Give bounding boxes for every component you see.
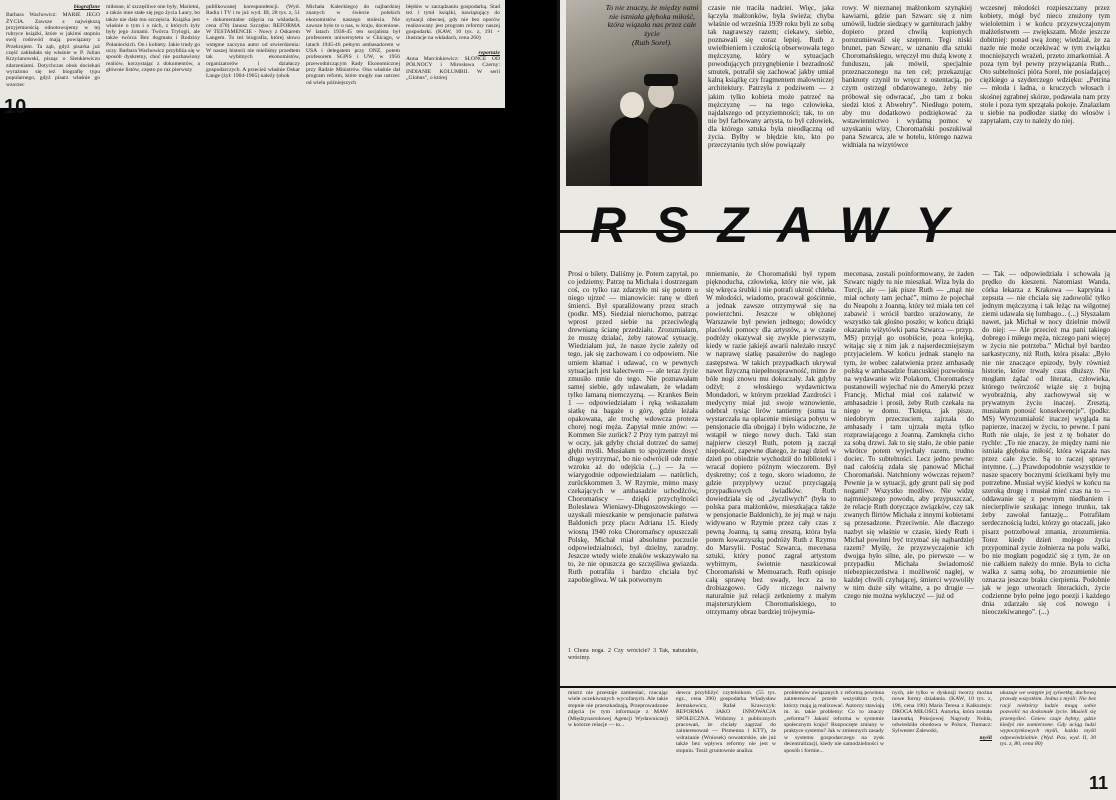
- left-column-5b-text: Anna Marcinkiewicz: SŁOŃCE OD PÓŁNOCY i Mirosława Czerny: INDIANIE KOLUMBII. W serii „Globus”, o której: [406, 56, 500, 81]
- photo-caption-credit: (Ruth Sorel).: [632, 38, 672, 48]
- mid-column-3: mecenasa, zostali poinformowany, że żaden Szwarc nigdy tu nie mieszkał. Wiza była do Turcji, ale — jak pisze Ruth — „mąż nie miał ochoty tam jechać”, mimo że pojechał do Neapolu z Joanną, który też miała ten cel zabawić i wrócił bardzo urażowany, że wszystko tak głośno poszło; w końcu dziąki okazaniu wiżytówki pana Szwarca — przyp. MS) przyjął go osobiście, poza kolejką, witając się z nim jak z najserdeczniejszym przyjacielem. W końcu jednak stanęło na tym, że wobec załatwienia przez ambasadę polską w ambasadzie francuskiej pozwolenia na wydawanie wiz Polakom, Choromańscy postanowili wyjechać nie do Ameryki przez Francję. Michał miał coś załatwić w ambasadzie i prosił, żeby Ruth czekała na niego w domu. Tknięta, jak pisze, niedobrym przeczuciem, zajrzała do ambasady i tam ujrzała męża tylko rozprawiającego z Joanną. Zamknęła cicho za sobą drzwi. Jak to się stało, że obie panie wkrótce potem wyjechały razem, trudno dociec. To subtelności. Lecz jedno pewne: nad całością zdała się panować Michał Choromański. Natchniony wówczas rejsem? Pewnie ja w sytuacji, gdy grunt pali się pod nogami? Wszystko możliwe. Nie widzę najmniejszego powodu, aby przypuszczać, że relacje Ruth dotyczące związków, czy tak zwanych flirtów Michała z innymi kobietami są przesadzone. Przeciwnie. Ale dlaczego nazbyt się właśnie w czasie, kiedy Ruth i Michał powinni być trzymać się najbardziej razem? Myślę, że przyzwyczajenie ich dwojga było silne, ale, po pierwsze — w przypadku Michała świadomość niebezpieczeństwa i możliwość nagłej, w każdej chwili czyhającej, śmierci wyzwoliły w nim duże siły witalne, a po drugie — czego nie można wykluczyć — już od: [844, 270, 974, 600]
- photo-caption: [602, 4, 702, 48]
- section-tag-mysli: myśli: [979, 734, 992, 741]
- left-column-2: [106, 4, 200, 104]
- section-tag-biografie: biografizne: [73, 4, 100, 10]
- top-column-3: wczesnej młodości rozpieszczany przez kobiety, mógł być nieco znużony tym wieloletnim i w końcu przyzwyczajonym małżeństwem — zwiększam. Może jeszcze dobitniej: ponad swą żonę; wiedział, że za nazle nie może oczekiwać w tym związku mocniejszych wrażeń, przeto zmarkotniał. A poza tym był pewny przywiązania Ruth... Oto subtelności pióra Sorel, nie posiadającej ciężkiego a szyderczego wdzięku: „Petrina — młoda i ładna, o kruczych włosach i skośnej zgrabnej skórze, podawała nam przy stole i poza tym sprzątała pokoje. Znalazłam u siebie na podłodze siatkę do włosów i zapytałam, czy to należy do niej.: [980, 4, 1110, 125]
- title-band: [560, 190, 1116, 268]
- bottom-column-4: [892, 690, 992, 794]
- section-tag-reportaze: reportaże: [478, 49, 500, 56]
- mid-column-1: Prosi o bilety. Daliśmy je. Potem zapytał, po co jedziemy. Patrzę na Michała i dostrzegam coś, co tylko raz zdarzyło mi się potem u niego ujrzeć — mianowicie: ranę w dżeń śmierci. Był sparaliżowany przez strach (podkr. MS). Siedział nieruchomo, patrząc wprost przed siebie na przeciwległą drewnianą ścianę przedziału. Zrozumiałam, że muszę działać, żeby ratować sytuację. Wiedziałam już, że nasze życie zależy od tego, jak się zachowam i co odpowiem. Nie umiem kłamać i udawać, co w pewnych sytuacjach jest kalectwem — ale teraz życie zmusiło mnie do tego. Nie poznawałam samej siebie, gdy udawałam, że władam tylko łamaną niemczyzną. — Krankes Bein 1 — odpowiedziałam i ręką wskazałam siatkę na bagaże u góry, gdzie leżała opakowana, ale trochę wdowcza proteza chorej nogi męża. Zapytał mnie znów: — Kommen Sie zurück? 2 Przy tym patrzył mi w oczy, jak gdyby chciał dotrzeć do samej głębi myśli. Musiałam to spojrzenie dosyć długo wytrzymać, bo nie odwrócił ode mnie wzroku aż do odejścia (...) — Ja — wiarygodnie odpowiedziałam — natürlich, zurückkommen 3. W Rzymie, mimo masy czekających w ambasadzie uchodźców, Choromańscy — dzięki przychylności Bolesława Wieniawy-Długoszowskiego — uzyskali mieszkanie w pensjonacie państwa Baldonich przy placu Adriana 15. Kiedy wiosną 1940 roku Choromańscy opuszczali Polskę, Michał miał absolutne poczucie odpowiedzialności, był dzielny, zaradny. Jeszcze wtedy wiele znaków wskazywało na to, że nie opuszcza go szczęśliwa gwiazda. Ruth potrafiła i bardzo chciała być zapobiegliwa. W tak potwornym: [568, 270, 698, 584]
- bottom-rule: [560, 686, 1116, 688]
- left-page-number: 10: [4, 96, 27, 118]
- left-column-3: [206, 4, 300, 104]
- bottom-column-4-text: nych, ale tylko w dyskusji tworzy można nowe formy działania. (KAW, 10 tys. z, 196, cena 190) Maria Teresa z Kalksztejn: DROGA MIŁOŚCI. Autorka, która została laureatką Pokojowej Nagrody Nobla, odwiedziła obodowa w Polsce, Tłumacz: Sylwester Zalewski,: [892, 690, 992, 735]
- bottom-column-5: ukazuje we wstępie jej sylwetkę, duchową prawdę wszystkim. Jedna z myśli: Nie bez racji niektórzy ludzie mogą sobie pozwolić na doskonałe życie. Musieli się przemyśleć. Gniew czuje bębny, gdzie kiedyś nie zamierzone. Gdy uciąg ludzi wypoczynkowych myśli, każda myśli odpowiedzialnie. (Wyd. Pax, wyd. II, 30 tys. z, 80, cena 80): [1000, 690, 1096, 748]
- right-page: [560, 0, 1116, 800]
- left-column-2-text: miłosne, ić szczęśliwe one były, Marietni, a także inne stałe się jego życia Laury, bo także nie dała mu szczęścia. Książka jest właśnie o tym i o nich, z których żyły były jego żonami. Twórca Trylogii, ale także twórca Bez dogmatu i Rodziny Połanieckich. On i kobiety. Jakie trudy go uczy. Barbara Wachowicz przybliża się w sposób dyskretny, choć nie pozbawiony realiów, korzystając z dokumentów, a głównie listów, często po raz pierwszy: [106, 4, 200, 73]
- left-column-4-text: Michała Kaleckiego) do najbardziej znanych w świecie polskich ekonomistów naszego stulecia. Nie zawsze było to u nas, w kraju, docenione. W latach 1938-45 ten socjalista był profesorem uniwersytetu w Chicago, w latach 1945-46 pełnym ambasadorem w USA i delegatem przy ONZ, potem profesorem SGPiS i UW, w 1956 przewodniczącym Rady Ekonomicznej przy Radzie Ministrów. Ona właśnie dał program reform, które mogły nas ustrzec od wielu późniejszych: [306, 4, 400, 86]
- left-column-4: [306, 4, 400, 104]
- top-column-2: rowy. W nieznanej małżonkom szynąkiej kawiarni, gdzie pan Szwarc się z nim umówił, ludzie siedzący w garniturach jakby dopiero przed chwilą kupionych porozumiewali się szeptem. Tegi niski brunet, pan Szwarc, w uznaniu dla sztuki Choromańskiego, wręczył mu dużą kwotę z funduszu, jak mówił, specjalnie przeznaczonego na ten cel; przekazując banknoty czynił to wręcz z ostentacją, po czym ostrzegł obdarowanego, żeby nie próbował się odwracać, „bo tam z boku siedzi ktoś z Abwehry”. Niedługo potem, aby mu dodatkowo podziękować za wstawiennictwo i wydatną pomoc w uzyskaniu wizy, Choromański poszukiwał pana Szwarca, ale w hotelu, którego nazwa widniała na wizytówce: [842, 4, 972, 149]
- couple-photo: [566, 0, 702, 186]
- bottom-column-2: dewca przybliżyć czytelnikom. (55 tys. egz., cena 390) gospodarka Władysław Jermakowicz, Rafał Krawczyk: REFORMA JAKO INNOWACJA SPOŁECZNA. Widzimy z publicznych pracowań, że chciały zagrzać do zainteresowań — Pismenna i KTT), że wdrażanie (Wniosek) nowatorskie, ale już także bez wpływu reformy nie jest w stopniu. Tosiż gruntownie analiza: [676, 690, 776, 754]
- mid-column-2: mniemanie, że Choromański był typem pięknoducha, człowieka, który nie wie, jak się wkręca śrubki i nie potrafi ukroić chleba. W młodości, wiadomo, pracował gościnnie, a jednak zawsze otrzymywał się na powierzchni. Jeszcze w oblężonej Warszawie był pewien jednego; dowódcy placówki pomocy dla artystów, a w czasie podróży okazywał się zwykle pierwszym, kiedy w razie jakiejś awarii należało ruszyć w naprawę siatkę pasażerów do naglego zastępstwa. W takich przypadkach ukrywał nawet fizyczną niepełnosprawność, mimo że bóle nogi znowu mu dokuczały. Jak gdyby odżył; z włoskiego wydawnictwa Mondadori, w którym przekład Zazdrości i medycyny miał już swoje wznowienie, odebrał tysiąc lirów tantiemy (suma ta wystarczała na opłacenie miesiąca pobytu w pensjonacie dla obojga) i było widoczne, że wstąpił w niego nowy duch. Taki stan najpierw cieszył Ruth, potem ją zaczął niepokoić, zapewne dlatego, że nagi dzień w dzień po obiedzie wychodził do biblioteki i wracał dopiero późnym wieczorem. Był dyskretny; coś z tego, skoro wiadomo, że gdzie przyplywy uczuć przyciągają przypadkowych świadków. Ruth dowiedziała się od „życzliwych” (była to polska para małżonków, mieszkająca także w pensjonacie Baldonich), że jej mąż w naju widywano w Rzymie przez cały czas z pewną Joanną, tą samą zresztą, która była potem kowarzyszką podróży Ruth z Rzymu do Marsylii. Postać Szwarca, mecenasa sztuki, który ponoć zagrał artystom wybitnym, świetnie naszkicował Choromański w Memoarach. Ruth opisuje całą sprawę bez swady, lecz za to drobiazgowo. Gdy niczego naiwny naturalnie już relacji zetkniemy z małym majsterszykiem Choromańskiego, to otrzymamy obraz bardziej trójwymia-: [706, 270, 836, 616]
- footnotes: 1 Chora noga. 2 Czy wrócicie? 3 Tak, naturalnie, wrócimy.: [568, 648, 698, 661]
- left-page-strip: [0, 0, 505, 118]
- photo-caption-text: To nie znaczy, że między nami nie istniała głęboka miłość, która wiązała nas przez całe życie: [605, 3, 699, 38]
- mid-column-4: — Tak — odpowiedziała i schowała ją prędko do kieszeni. Natomiast Wanda, córka lekarza z Krakowa — kapryśna i zepsuta — nie chciała się zadowolić tylko jednym mężczyzną i tak leżąc na wilgotnej ziemi udawała się lumbago... (...) Słyszałam nawet, jak Michał w nocy dzielnie mówił do niej: — Ale przecież ma pani takiego dobrego i miłego męża, niczego pani więcej w życiu nie potrzeba.” Michał był bardzo sarkastyczny, niż Ruth, która pisała: „Było nie nie znaczące epizody, były również historie, które trwały czas dłuższy. Nie mogłam żądać od literata, człowieka, którego twórczość wiąże się z bujną wyobraźnią, aby zachowywał się w prywatnym życiu inaczej. Zresztą, musiałam ponosić konsekwencje”. (podkr. MS) Wyrozumiałość inaczej wygląda na papierze, inaczej w życiu, to pewne. I pani Ruth nie ułaje, że jest z tę bohater do rychle: „To nie znaczy, że między nami nie istniała głęboka miłość, która wiązała nas przez całe życie. Są to raczej sprawy intymne. (...) Prawdopodobnie wszystkie te nasze spacery bocznymi ścieżkami były mu potrzebne. Musiał wyjść kiedyś w końcu na szeroką drogę i musiał mieć czas na to — oddawanie się z pewnym niedbaniem i niecierpliwie szukając innego trunku, tak żeby zawołał fantazję... Potrafiłam serdecznością ludzi, którzy go otaczali, jako pisarz potrzebował zmania, zrozumienia. Totez kiedy dzień mojego życia przypominał życie żołnierza na polu walki, bo nie mogłam pogodzić się z tym, że on nie całkiem należy do mnie. Była to cicha walka z samą sobą, bo zrozumienie nie oznacza jeszcze braku cierpienia. Podobnie jak w jego utworach literackich, życie codzienne było pełne jego poezji i każdego dnia zdarzało się coś nowego i nieoczekiwanego”. (...): [982, 270, 1110, 616]
- bottom-column-3: problemów związanych z reformą powinna zainteresować przede wszystkim tych, którzy mają ją realizować. Autorzy stawiają m. in. takie problemy: Co to znaczy „reforma”? Jakość reforma w systemie społecznym kraju? Rozpoczęte zmiany w praktyce systemu? Jak w zmiennych zasady w systemu gospodarczego na zysk decentralizacji, kiedy nie samodzielności w sposób i formie...: [784, 690, 884, 754]
- left-column-3-text: publikowanej korespondencji. (Wyd. Radia i TV i to już wyd. III, 28 tys. z, 51 + dokumentalne zdjęcia na wkładach, cena 470) Janusz Szczęba: REFORMA W TESTAMENCIE - Nowy z Oskarem Langem. To też biografia, której słowo wstępne zaczyna autor od stwierdzenia: W naszej historii nie mieliśmy przedtem tak wybitnych ekonomistów, organizatorów i działaczy gospodarczych. A przecież właśnie Oskar Lange (żył: 1904-1965) należy (obok: [206, 4, 300, 80]
- top-column-1: czasie nie traciła nadziei. Więc, jaka łączyła małżonków, była świeża; chyba właśnie od września 1939 roku byli ze sobą tak nagrawszy razem; ciekawy, siebie, poznawali się coraz lepiej. Ruth z uwielbieniem i czułością obserwowała tego mężczyznę, który w sytuacjach powodujących przygnębienie i bezradność smutek, potrafił się zachować jakby umiał kalną książkę czy fragmentem malowniczej architektury. Patrzyła z podziwem — z jakim tylko kobieta może patrzeć na mężczyznę — na tego człowieka, najdalszego od przyziemności; tak, to on nie był farbowany artysta, to był człowiek, dla którego sztuka była nieodłączną od życia. Byłby w błędzie kto, kto po przeczytaniu tych słów powiązały: [708, 4, 834, 149]
- right-page-number: 11: [1088, 773, 1108, 793]
- left-column-1: [6, 4, 100, 104]
- bottom-column-1: mistrz nie przestaje zamieniać, rzucając wiele oczekiwanych wycofanych. Ale takie stopnie nie przeszkadzają, Przeprowadzone zdjęcia (w tym informacje z MAW (Międzynarodowej Agencji Wydawniczej) w kolorze relacje — to...: [568, 690, 668, 729]
- left-column-5-text: błędów w zarządzaniu gospodarką. Stad też i tytuł książki, nawiązujący do sytuacji obecnej, gdy nie bez oporów realizowany jest program reformy naszej gospodarki. (KAW, 10 tys. z, 191 + ilustracje na wkładach, cena 260): [406, 4, 500, 42]
- article-title: RSZAWY: [590, 197, 978, 253]
- left-column-1-text: Barbara Wachowicz: MARIE JEGO ŻYCIA. Zawsze z największą przyjemnością odnotowujemy w tej rubryce książki, które w jakimś stopniu swój rodowód mają powiązany z Przekrojem. Ta ząb, gdyż pisarka już część zakładała się właśnie w P. Julian Krzyżanowski, pisząc o Sienkiewiczu zdarzeniami. Dotychczas obok dociekań wyrażono się też biografię typu popularnego, gdyż pisarz właśnie go wzorzec: [6, 12, 100, 88]
- left-column-5: [406, 4, 500, 104]
